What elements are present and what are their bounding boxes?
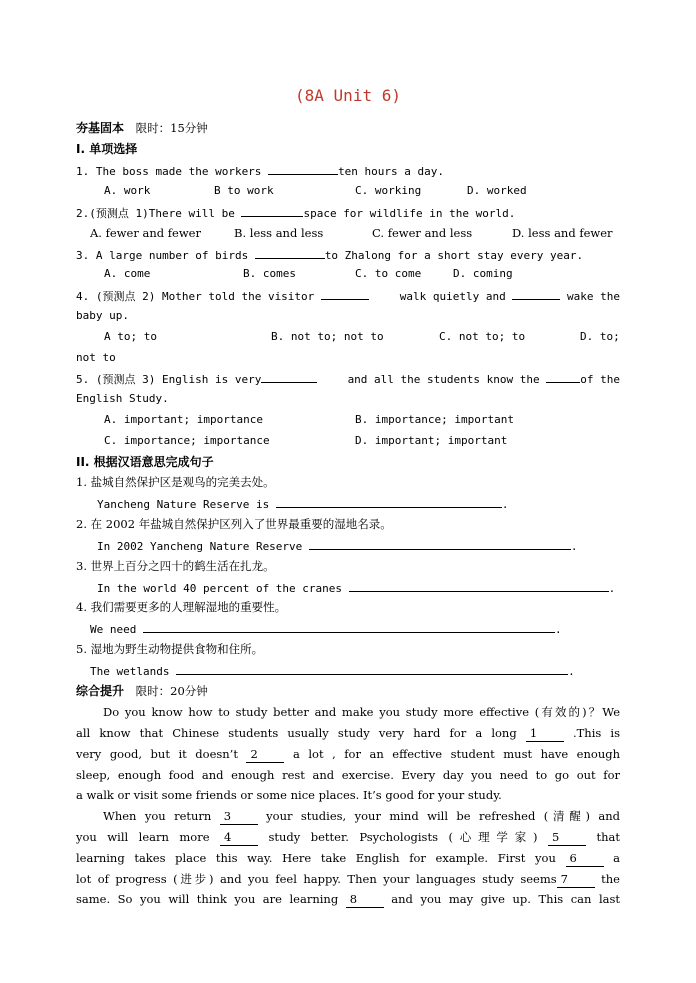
translation-1-cn: 1. 盐城自然保护区是观鸟的完美去处。 — [76, 475, 275, 489]
translation-2-end: . — [570, 540, 578, 553]
q4-option-a: A to; to — [104, 330, 157, 343]
passage-line-10 — [76, 891, 620, 908]
q2-stem-b: space for wildlife in the world. — [303, 207, 516, 220]
passage-line-6-b: your studies, your mind will be refreshed (清醒) and — [257, 809, 620, 823]
part1-heading: I. 单项选择 — [76, 142, 138, 156]
passage-line-3-a: very good, but it doesn’t — [76, 747, 247, 761]
passage-line-3-b: a lot , for an effective student must have enough — [284, 747, 620, 761]
question-4 — [76, 287, 620, 305]
q5-stem-c: of the — [580, 373, 620, 386]
q3-option-b: B. comes — [243, 267, 296, 280]
q1-option-a: A. work — [104, 184, 151, 197]
q4-stem-b: walk quietly and — [399, 290, 513, 303]
cloze-blank-3[interactable]: 3 — [220, 808, 258, 825]
passage-line-1-text: Do you know how to study better and make you study more effective (有效的)？We — [103, 705, 620, 719]
translation-4-blank[interactable] — [143, 620, 555, 633]
q4-stem-d: baby up. — [76, 309, 129, 322]
q1-option-d: D. worked — [467, 184, 527, 197]
q1-blank[interactable] — [268, 162, 338, 175]
q3-blank[interactable] — [255, 246, 325, 259]
q4-option-d: D. to; — [580, 330, 620, 343]
section1-header — [76, 120, 208, 136]
translation-3-answer — [97, 579, 615, 597]
passage-line-2 — [76, 725, 620, 742]
passage-line-2-b: .This is — [563, 726, 621, 740]
q5-stem-a: 5. (预测点 3) English is very — [76, 373, 262, 386]
passage-line-10-a: same. So you will think you are learning — [76, 892, 346, 906]
translation-1-end: . — [501, 498, 509, 511]
passage-line-9 — [76, 871, 620, 888]
translation-2-cn: 2. 在 2002 年盐城自然保护区列入了世界最重要的湿地名录。 — [76, 517, 392, 531]
translation-1-answer — [97, 495, 508, 513]
passage-line-9-a: lot of progress (进步) and you feel happy. Then your languages study seems — [76, 872, 557, 886]
translation-5-en: The wetlands — [90, 665, 177, 678]
q5-option-c: C. importance; importance — [104, 434, 270, 447]
q5-option-d: D. important; important — [355, 434, 508, 447]
question-5 — [76, 370, 620, 388]
passage-line-8 — [76, 850, 620, 867]
q5-option-b: B. importance; important — [355, 413, 514, 426]
translation-1-blank[interactable] — [276, 495, 502, 508]
cloze-blank-5[interactable]: 5 — [548, 829, 586, 846]
q3-option-d: D. coming — [453, 267, 513, 280]
q3-option-c: C. to come — [355, 267, 422, 280]
cloze-blank-6[interactable]: 6 — [566, 850, 604, 867]
passage-line-1 — [103, 704, 620, 720]
translation-3-blank[interactable] — [349, 579, 609, 592]
passage-line-2-a: all know that Chinese students usually study very hard for a long — [76, 726, 526, 740]
q5-blank-1[interactable] — [261, 370, 317, 383]
part2-heading: II. 根据汉语意思完成句子 — [76, 455, 214, 469]
passage-line-8-b: a — [603, 851, 621, 865]
question-1 — [76, 162, 444, 180]
translation-3-end: . — [608, 582, 616, 595]
translation-4-en: We need — [90, 623, 143, 636]
q4-stem-a: 4. (预测点 2) Mother told the visitor — [76, 290, 321, 303]
q4-stem-c: wake the — [560, 290, 620, 303]
translation-2-blank[interactable] — [309, 537, 571, 550]
q3-option-a: A. come — [104, 267, 151, 280]
passage-line-3 — [76, 746, 620, 763]
q1-stem-a: 1. The boss made the workers — [76, 165, 269, 178]
translation-2-answer — [97, 537, 578, 555]
q2-option-a: A. fewer and fewer — [90, 226, 201, 240]
translation-3-cn: 3. 世界上百分之四十的鹤生活在扎龙。 — [76, 559, 275, 573]
q4-blank-2[interactable] — [512, 287, 560, 300]
q5-blank-2[interactable] — [546, 370, 580, 383]
translation-4-cn: 4. 我们需要更多的人理解湿地的重要性。 — [76, 600, 287, 614]
cloze-blank-1[interactable]: 1 — [526, 725, 564, 742]
translation-2-en: In 2002 Yancheng Nature Reserve — [97, 540, 309, 553]
translation-1-en: Yancheng Nature Reserve is — [97, 498, 276, 511]
passage-line-7-b: study better. Psychologists (心理学家) — [258, 830, 549, 844]
q5-stem-d: English Study. — [76, 392, 169, 405]
passage-line-8-a: learning takes place this way. Here take English for example. First you — [76, 851, 566, 865]
question-2 — [76, 204, 515, 222]
passage-line-4-text: sleep, enough food and enough rest and exercise. Every day you need to go out for — [76, 768, 620, 782]
section2-label: 综合提升 — [76, 684, 125, 698]
q1-option-c: C. working — [355, 184, 422, 197]
cloze-blank-2[interactable]: 2 — [246, 746, 284, 763]
q4-option-c: C. not to; to — [439, 330, 526, 343]
passage-line-7-a: you will learn more — [76, 830, 220, 844]
q1-stem-b: ten hours a day. — [338, 165, 445, 178]
q2-option-b: B. less and less — [234, 226, 324, 240]
q4-option-b: B. not to; not to — [271, 330, 384, 343]
section2-time: 限时：20分钟 — [135, 684, 208, 698]
worksheet-title: (8A Unit 6) — [295, 86, 401, 105]
passage-line-7 — [76, 829, 620, 846]
question-3 — [76, 246, 583, 264]
q1-option-b: B to work — [214, 184, 274, 197]
translation-5-cn: 5. 湿地为野生动物提供食物和住所。 — [76, 642, 264, 656]
q2-stem-a: 2.(预测点 1)There will be — [76, 207, 242, 220]
passage-line-10-b: and you may give up. This can last — [383, 892, 620, 906]
q2-option-d: D. less and fewer — [512, 226, 613, 240]
cloze-blank-8[interactable]: 8 — [346, 891, 384, 908]
passage-line-6 — [103, 808, 620, 825]
cloze-blank-7[interactable]: 7 — [557, 871, 595, 888]
section2-header — [76, 683, 208, 699]
q2-blank[interactable] — [241, 204, 303, 217]
q3-stem-b: to Zhalong for a short stay every year. — [324, 249, 584, 262]
passage-line-7-c: that — [586, 830, 620, 844]
q5-stem-b: and all the students know the — [347, 373, 547, 386]
translation-4-answer — [90, 620, 562, 638]
passage-line-9-b: the — [594, 872, 620, 886]
translation-5-end: . — [568, 665, 575, 678]
section1-label: 夯基固本 — [76, 121, 125, 135]
q5-option-a: A. important; importance — [104, 413, 263, 426]
translation-5-blank[interactable] — [176, 662, 568, 675]
translation-4-end: . — [554, 623, 562, 636]
passage-line-6-a: When you return — [103, 809, 220, 823]
translation-3-en: In the world 40 percent of the cranes — [97, 582, 349, 595]
q2-option-c: C. fewer and less — [372, 226, 473, 240]
q3-stem-a: 3. A large number of birds — [76, 249, 255, 262]
cloze-blank-4[interactable]: 4 — [220, 829, 258, 846]
q4-blank-1[interactable] — [321, 287, 369, 300]
section1-time: 限时：15分钟 — [135, 121, 208, 135]
translation-5-answer — [90, 662, 575, 680]
q4-option-d-tail: not to — [76, 351, 116, 364]
passage-line-5: a walk or visit some friends or some nice places. It’s good for your study. — [76, 788, 502, 802]
passage-line-4 — [76, 767, 620, 783]
